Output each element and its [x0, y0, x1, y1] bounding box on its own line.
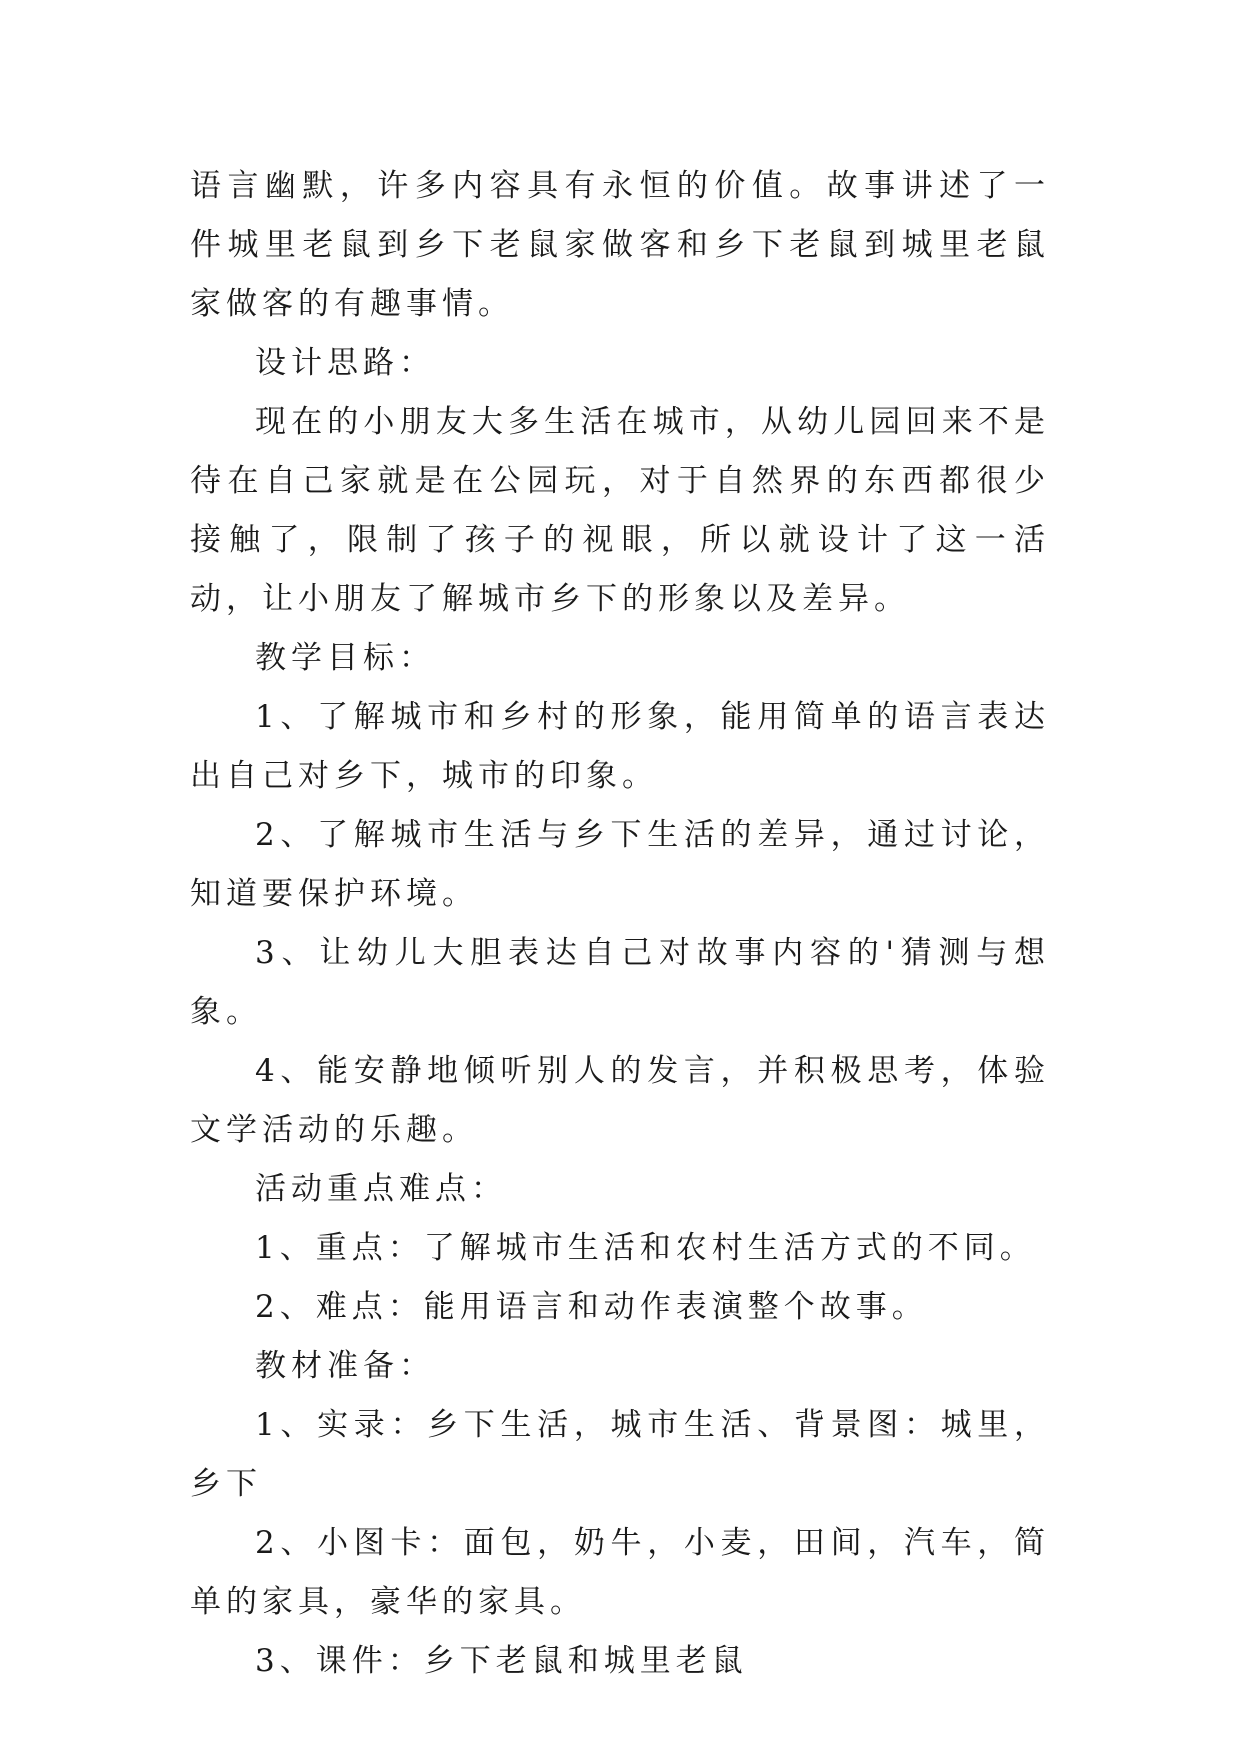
heading-teaching-goals: 教学目标：: [255, 640, 435, 676]
material-item-1: 1、实录：乡下生活，城市生活、背景图：城里，乡下: [190, 1407, 1050, 1502]
paragraph-intro-continuation: 语言幽默，许多内容具有永恒的价值。故事讲述了一件城里老鼠到乡下老鼠家做客和乡下老鼠到城里老鼠家做客的有趣事情。: [190, 168, 1050, 322]
key-point-item: 1、重点：了解城市生活和农村生活方式的不同。: [255, 1230, 1036, 1266]
document-body: [190, 157, 1050, 1691]
heading-materials: 教材准备：: [255, 1348, 435, 1384]
paragraph-design-idea: 现在的小朋友大多生活在城市，从幼儿园回来不是待在自己家就是在公园玩，对于自然界的东西都很少接触了，限制了孩子的视眼，所以就设计了这一活动，让小朋友了解城市乡下的形象以及差异。: [190, 404, 1050, 617]
difficulty-item: 2、难点：能用语言和动作表演整个故事。: [255, 1289, 928, 1325]
heading-design-idea: 设计思路：: [255, 345, 435, 381]
goal-item-2: 2、了解城市生活与乡下生活的差异，通过讨论，知道要保护环境。: [190, 817, 1050, 912]
heading-key-difficulties: 活动重点难点：: [255, 1171, 507, 1207]
goal-item-4: 4、能安静地倾听别人的发言，并积极思考，体验文学活动的乐趣。: [190, 1053, 1050, 1148]
material-item-3: 3、课件：乡下老鼠和城里老鼠: [255, 1643, 748, 1679]
goal-item-1: 1、了解城市和乡村的形象，能用简单的语言表达出自己对乡下，城市的印象。: [190, 699, 1050, 794]
goal-item-3: 3、让幼儿大胆表达自己对故事内容的'猜测与想象。: [190, 935, 1050, 1030]
material-item-2: 2、小图卡：面包，奶牛，小麦，田间，汽车，简单的家具，豪华的家具。: [190, 1525, 1050, 1620]
